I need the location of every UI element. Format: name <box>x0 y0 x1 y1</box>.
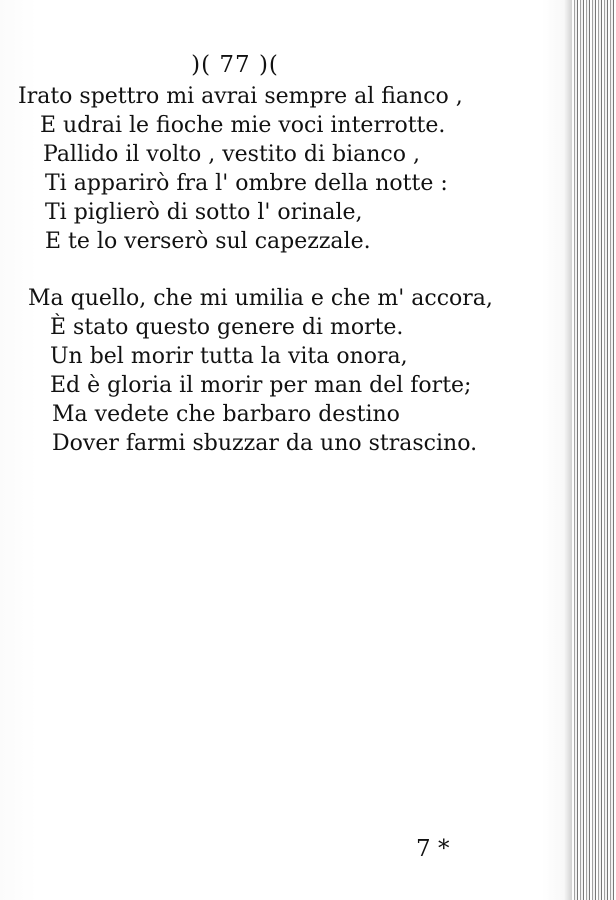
verse-line: Ed è gloria il morir per man del forte; <box>50 373 472 398</box>
verse-line: Ti apparirò fra l' ombre della notte : <box>45 171 448 196</box>
stanza-2 <box>0 284 493 458</box>
gathering-signature: 7 * <box>416 836 450 862</box>
verse-line: Un bel morir tutta la vita onora, <box>50 344 408 369</box>
verse-line: Pallido il volto , vestito di bianco , <box>43 142 420 167</box>
verse-line: Ma vedete che barbaro destino <box>52 402 400 427</box>
page-number-header: )( 77 )( <box>191 52 279 78</box>
verse-line: Irato spettro mi avrai sempre al fianco , <box>18 84 463 109</box>
verse-line: Ma quello, che mi umilia e che m' accora, <box>28 286 493 311</box>
page-edge-shadow <box>564 0 572 900</box>
verse-line: È stato questo genere di morte. <box>50 315 404 340</box>
verse-line: E udrai le fioche mie voci interrotte. <box>40 113 446 138</box>
page-edge-stack <box>572 0 616 900</box>
stanza-1 <box>0 82 463 256</box>
verse-line: E te lo verserò sul capezzale. <box>45 229 371 254</box>
verse-line: Dover farmi sbuzzar da uno strascino. <box>52 431 478 456</box>
verse-line: Ti piglierò di sotto l' orinale, <box>45 200 363 225</box>
